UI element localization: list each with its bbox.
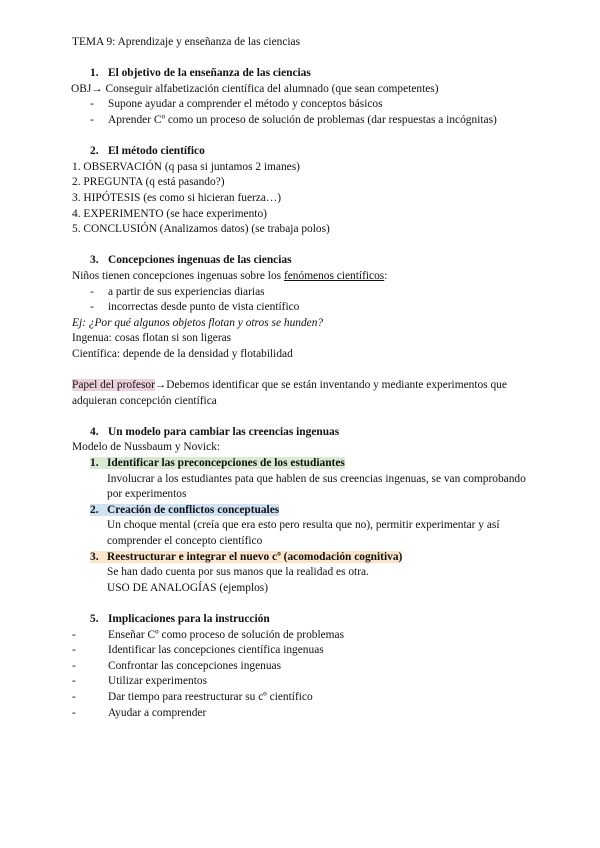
- section-4-number: 4.: [90, 425, 99, 438]
- list-item: - Utilizar experimentos: [72, 675, 208, 688]
- list-item: - Enseñar Cº como proceso de solución de problemas: [72, 628, 345, 641]
- scientific-answer: Científica: depende de la densidad y flotabilidad: [72, 347, 293, 360]
- document-content: [72, 35, 542, 721]
- model-step-3-heading: 3. Reestructurar e integrar el nuevo cº (acomodación cognitiva): [90, 550, 403, 563]
- section-5-title: Implicaciones para la instrucción: [108, 612, 270, 625]
- list-item: - Dar tiempo para reestructurar su cº científico: [72, 690, 313, 703]
- teacher-role-label: Papel del profesor: [72, 379, 155, 392]
- list-item: - Identificar las concepciones científica ingenuas: [72, 644, 324, 657]
- list-item: - a partir de sus experiencias diarias: [90, 285, 265, 298]
- section-3-heading: [72, 253, 542, 269]
- naive-answer: Ingenua: cosas flotan si son ligeras: [72, 332, 232, 345]
- section-2-number: 2.: [90, 145, 99, 158]
- list-item: - Ayudar a comprender: [72, 706, 207, 719]
- teacher-role-text: →Debemos identificar que se están inventando y mediante experimentos que adquieran concepción científica: [72, 379, 507, 407]
- section-5-number: 5.: [90, 612, 99, 625]
- section-5-heading: [72, 612, 542, 628]
- section-1-objective: OBJ→ Conseguir alfabetización científica del alumnado (que sean competentes): [71, 82, 439, 95]
- method-step: 2. PREGUNTA (q está pasando?): [72, 176, 225, 189]
- model-step-1-heading: 1. Identificar las preconcepciones de los estudiantes: [90, 457, 345, 470]
- section-1-number: 1.: [90, 67, 99, 80]
- list-item: - incorrectas desde punto de vista científico: [90, 301, 300, 314]
- list-item: - Supone ayudar a comprender el método y conceptos básicos: [90, 98, 383, 111]
- list-item: - Aprender Cº como un proceso de solución de problemas (dar respuestas a incógnitas): [90, 113, 497, 126]
- model-name: Modelo de Nussbaum y Novick:: [72, 441, 221, 454]
- list-item: - Confrontar las concepciones ingenuas: [72, 659, 282, 672]
- section-4-heading: [72, 425, 542, 441]
- model-step-1-description: Involucrar a los estudiantes pata que hablen de sus creencias ingenuas, se van comprobando por experimentos: [107, 472, 526, 501]
- section-3-number: 3.: [90, 254, 99, 267]
- model-step-2-description: Un choque mental (creía que era esto pero resulta que no), permitir experimentar y así comprender el concepto científico: [107, 519, 500, 547]
- method-step: 5. CONCLUSIÓN (Analizamos datos) (se trabaja polos): [72, 223, 330, 236]
- model-step-3-extra: USO DE ANALOGÍAS (ejemplos): [107, 581, 269, 594]
- section-3-intro: Niños tienen concepciones ingenuas sobre los fenómenos científicos:: [72, 269, 388, 282]
- example-question: Ej: ¿Por qué algunos objetos flotan y otros se hunden?: [72, 316, 324, 329]
- section-1-title: El objetivo de la enseñanza de las ciencias: [108, 67, 311, 80]
- underlined-term: fenómenos científicos: [283, 269, 385, 282]
- section-3-title: Concepciones ingenuas de las ciencias: [108, 254, 292, 267]
- method-step: 1. OBSERVACIÓN (q pasa si juntamos 2 imanes): [72, 160, 300, 173]
- teacher-role-paragraph: [72, 378, 542, 409]
- model-step-2-heading: 2. Creación de conflictos conceptuales: [90, 503, 280, 516]
- section-4-title: Un modelo para cambiar las creencias ingenuas: [108, 425, 340, 438]
- section-1-heading: [72, 66, 542, 82]
- model-step-3-description: Se han dado cuenta por sus manos que la realidad es otra.: [107, 566, 369, 579]
- document-title: TEMA 9: Aprendizaje y enseñanza de las ciencias: [72, 36, 301, 48]
- section-2-title: El método científico: [108, 145, 205, 158]
- method-step: 4. EXPERIMENTO (se hace experimento): [72, 207, 267, 220]
- section-2-heading: [72, 144, 542, 160]
- method-step: 3. HIPÓTESIS (es como si hicieran fuerza…): [72, 191, 282, 204]
